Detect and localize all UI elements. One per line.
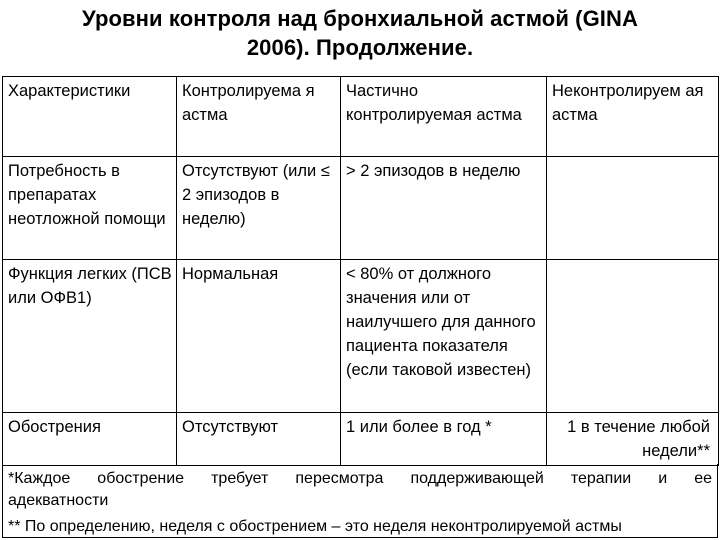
- asthma-control-table: [2, 76, 719, 466]
- title-line-2: 2006). Продолжение.: [246, 35, 474, 60]
- table-cell: Потребность в препаратах неотложной помощи: [3, 157, 177, 260]
- table-header-row: [3, 77, 719, 157]
- title-line-1: Уровни контроля над бронхиальной астмой (GINA: [82, 6, 638, 31]
- table-cell: < 80% от должного значения или от наилучшего для данного пациента показателя (если таковой известен): [341, 260, 547, 413]
- footnotes: [2, 464, 718, 538]
- table-row: [3, 157, 719, 260]
- footnote-1: *Каждое обострение требует пересмотра поддерживающей терапии и ее: [8, 470, 712, 487]
- table-cell: 1 или более в год *: [341, 413, 547, 466]
- header-cell: Характеристики: [3, 77, 177, 157]
- table-cell: 1 в течение любой недели**: [547, 413, 719, 466]
- table-cell: Отсутствуют (или ≤ 2 эпизодов в неделю): [177, 157, 341, 260]
- table-cell: [547, 157, 719, 260]
- header-cell: Контролируема я астма: [177, 77, 341, 157]
- table-cell: Нормальная: [177, 260, 341, 413]
- footnote-2: ** По определению, неделя с обострением – это неделя неконтролируемой астмы: [8, 518, 622, 535]
- table-cell: > 2 эпизодов в неделю: [341, 157, 547, 260]
- slide-title: [0, 4, 720, 62]
- header-cell: Неконтролируем ая астма: [547, 77, 719, 157]
- table-cell: Обострения: [3, 413, 177, 466]
- table-cell: [547, 260, 719, 413]
- table-row: [3, 260, 719, 413]
- table-cell: Отсутствуют: [177, 413, 341, 466]
- footnote-1-continuation: адекватности: [8, 492, 109, 509]
- table-row: [3, 413, 719, 466]
- header-cell: Частично контролируемая астма: [341, 77, 547, 157]
- table-cell: Функция легких (ПСВ или ОФВ1): [3, 260, 177, 413]
